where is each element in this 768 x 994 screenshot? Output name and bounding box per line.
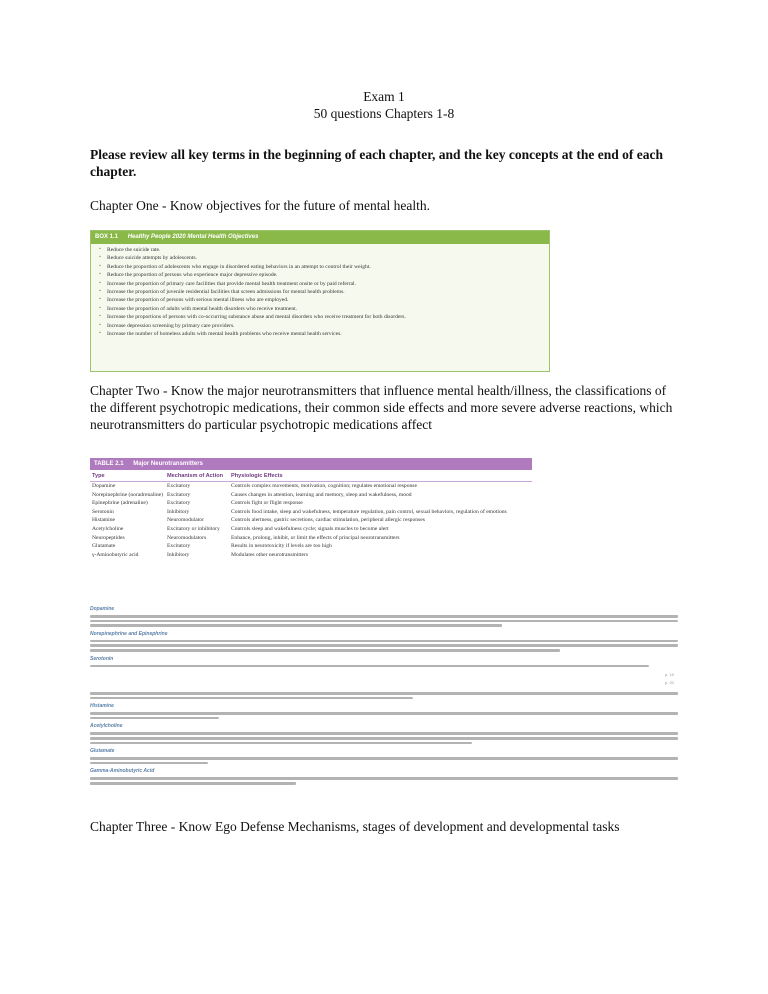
exam-title: Exam 1 [363,89,405,104]
table-neurotransmitters [90,458,532,598]
page-number: p. 19 [665,672,674,677]
mechanism-cell: Excitatory [166,491,191,498]
table-row [90,499,532,508]
mechanism-cell: Excitatory or inhibitory [166,525,220,532]
chapter-two-text: Chapter Two - Know the major neurotransmitters that influence mental health/illness, the classifications of the different psychotropic medications, their common side effects and more severe adverse reactions, which neurotransmitters do particular psychotropic medications affect [90,383,673,432]
mechanism-cell: Excitatory [166,500,191,507]
objective-item: ▪ Reduce suicide attempts by adolescents. [107,254,549,262]
objective-item: ▪ Increase the proportion of adults with mental health disorders who receive treatment. [107,305,549,313]
effects-cell: Results in neurotoxicity if levels are too high [230,543,332,550]
effects-cell: Modulates other neurotransmitters [230,551,309,558]
objective-item: ▪ Increase the proportions of persons with co-occurring substance abuse and mental disorders who receive treatment for both disorders. [107,313,549,321]
excerpt-text-line [90,665,649,668]
excerpt-section [90,703,678,719]
excerpt-text-line [90,742,472,745]
type-cell: Norepinephrine (noradrenaline) [92,491,163,498]
excerpt-text-line [90,697,413,700]
excerpt-text-line [90,644,678,647]
mechanism-cell: Neuromodulators [166,534,207,541]
effects-cell: Causes changes in attention, learning and memory, sleep and wakefulness, mood [230,491,412,498]
table-header-bar [90,458,532,470]
excerpt-text-line [90,757,678,760]
excerpt-text-line [90,615,678,618]
effects-cell: Enhance, prolong, inhibit, or limit the effects of principal neurotransmitters [230,534,400,541]
objective-item: ▪ Increase the proportion of juvenile residential facilities that screen admissions for mental health problems. [107,288,549,296]
excerpt-text-line [90,712,678,715]
type-cell: Dopamine [92,483,116,489]
type-cell: Glutamate [92,543,116,550]
table-row [90,542,532,551]
excerpt-section-title: Norepinephrine and Epinephrine [90,630,168,637]
box-healthy-people [90,230,550,372]
table-body [90,482,532,560]
excerpt-text-line [90,624,502,627]
table-row [90,491,532,500]
excerpt-section [90,656,678,668]
table-header-row [90,470,532,482]
table-row [90,551,532,560]
page-number: p. 20 [665,680,674,685]
excerpt-section-title: Acetylcholine [90,723,123,730]
objective-item: ▪ Increase the proportion of primary care facilities that provide mental health treatment onsite or by paid referral. [107,280,549,288]
table-row [90,525,532,534]
chapter-three-text: Chapter Three - Know Ego Defense Mechanisms, stages of development and developmental tasks [90,819,620,834]
objective-item: ▪ Reduce the proportion of adolescents who engage in disordered eating behaviors in an attempt to control their weight. [107,263,549,271]
excerpt-section-title: Histamine [90,703,114,710]
objective-item: ▪ Reduce the proportion of persons who experience major depressive episode. [107,271,549,279]
excerpt-text-line [90,777,678,780]
excerpt-text-line [90,762,208,765]
objective-item: ▪ Increase the number of homeless adults with mental health problems who receive mental health services. [107,330,549,338]
review-note: Please review all key terms in the beginning of each chapter, and the key concepts at the end of each chapter. [90,147,663,179]
excerpt-section [90,606,678,627]
mechanism-cell: Excitatory [166,483,191,489]
effects-cell: Controls complex movements, motivation, cognition; regulates emotional response [230,483,417,489]
excerpt-text-line [90,732,678,735]
exam-subtitle: 50 questions Chapters 1-8 [313,106,455,121]
exam-header [0,88,768,122]
objective-item: ▪ Increase depression screening by primary care providers. [107,322,549,330]
excerpt-section [90,631,678,652]
neurotransmitter-table [90,470,532,559]
excerpt-section-title: Glutamate [90,748,115,755]
column-header: Physiologic Effects [229,470,532,482]
effects-cell: Controls fight or flight response [230,500,303,507]
excerpt-section-title: Gamma-Aminobutyric Acid [90,768,155,775]
chapter-one-text: Chapter One - Know objectives for the future of mental health. [90,198,431,213]
excerpt-text-line [90,737,678,740]
type-cell: Acetylcholine [92,525,124,532]
box-title: Healthy People 2020 Mental Health Objectives [127,234,259,240]
effects-cell: Controls sleep and wakefulness cycle; signals muscles to become alert [230,525,389,532]
table-row [90,482,532,491]
table-title: Major Neurotransmitters [133,461,203,467]
excerpt-section [90,723,678,744]
table-row [90,516,532,525]
table-row [90,534,532,543]
excerpt-text-line [90,620,678,623]
effects-cell: Controls alertness, gastric secretions, cardiac stimulation, peripheral allergic responses [230,517,425,524]
excerpt-text-line [90,717,219,720]
column-header: Type [90,470,165,482]
type-cell: Histamine [92,517,115,524]
type-cell: γ-Aminobutyric acid [92,551,139,558]
mechanism-cell: Inhibitory [166,551,190,558]
box-label: BOX 1.1 [95,234,119,240]
excerpt-text-line [90,640,678,643]
mechanism-cell: Excitatory [166,543,191,550]
excerpt-section [90,692,678,699]
objective-item: ▪ Increase the proportion of persons with serious mental illness who are employed. [107,296,549,304]
column-header: Mechanism of Action [165,470,229,482]
type-cell: Serotonin [92,508,114,515]
excerpt-text-line [90,649,560,652]
mechanism-cell: Inhibitory [166,508,190,515]
text-excerpt-bottom [90,690,678,789]
excerpt-section [90,748,678,764]
mechanism-cell: Neuromodulator [166,517,204,524]
excerpt-section-title: Dopamine [90,606,115,612]
type-cell: Neuropeptides [92,534,125,541]
objective-item: ▪ Reduce the suicide rate. [107,246,549,254]
excerpt-section-title: Serotonin [90,655,114,662]
excerpt-section [90,768,678,784]
box-objectives-list [91,246,549,338]
text-excerpt-top [90,606,678,671]
effects-cell: Controls food intake, sleep and wakefulness, temperature regulation, pain control, sexual behaviors, regulation of emotions [230,508,507,515]
type-cell: Epinephrine (adrenaline) [92,500,148,507]
box-header [91,231,549,244]
table-row [90,508,532,517]
excerpt-text-line [90,782,296,785]
excerpt-text-line [90,692,678,695]
table-label: TABLE 2.1 [94,461,124,467]
